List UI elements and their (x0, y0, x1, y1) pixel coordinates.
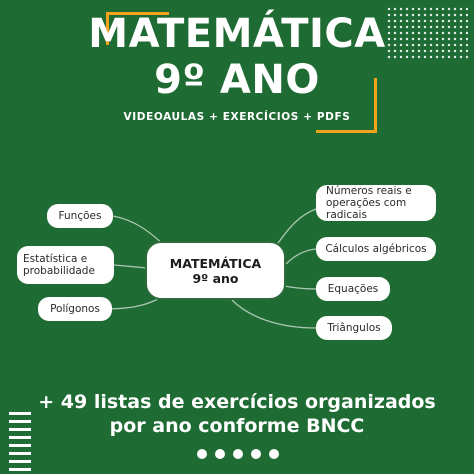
footer-line-1: + 49 listas de exercícios organizados (38, 391, 436, 413)
page-dot (197, 449, 207, 459)
title-line-1: MATEMÁTICA (88, 11, 386, 57)
node-triangulos: Triângulos (316, 316, 392, 340)
link-triangulos (232, 300, 316, 328)
page-dot (251, 449, 261, 459)
node-calculos-algebricos: Cálculos algébricos (316, 237, 436, 261)
page-dot (269, 449, 279, 459)
subtitle: VIDEOAULAS + EXERCÍCIOS + PDFS (123, 111, 351, 123)
node-estatistica-probabilidade: Estatística e probabilidade (17, 246, 114, 284)
page-dot (233, 449, 243, 459)
title-line-2: 9º ANO (154, 57, 320, 103)
link-numeros (276, 209, 316, 246)
footer-line-2: por ano conforme BNCC (109, 415, 365, 437)
node-equacoes: Equações (316, 277, 390, 301)
page-dot (215, 449, 225, 459)
link-equacoes (284, 286, 316, 289)
center-line-1: MATEMÁTICA (169, 255, 262, 271)
node-funcoes: Funções (47, 204, 113, 228)
link-calculos (286, 249, 316, 264)
link-estatistica (114, 265, 147, 268)
node-poligonos: Polígonos (38, 297, 112, 321)
center-line-2: 9º ano (192, 270, 239, 286)
mindmap-center-node (145, 241, 286, 300)
node-numeros-reais: Números reais e operações com radicais (316, 185, 436, 221)
